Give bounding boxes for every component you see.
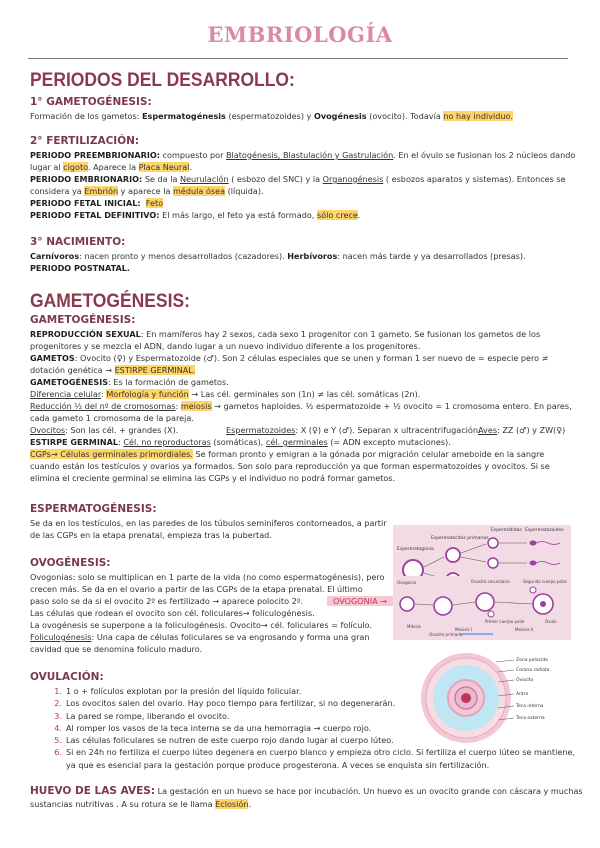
label-ovulo: Óvulo: [545, 619, 557, 624]
label-ovogonia: Ovogonia: [397, 580, 417, 585]
ovulacion-item: 1. 1 o + folículos explotan por la presión del líquido folicular.: [54, 686, 302, 696]
gametos-line-2: dotación genética → ESTIRPE GERMINAL.: [30, 365, 196, 375]
huevo-line-2: sustancias nutritivas . A su rotura se le llama Eclosión.: [30, 799, 252, 809]
ovogenesis-heading: OVOGÉNESIS:: [30, 557, 111, 569]
gametos-line-1: GAMETOS: Ovocito (♀) y Espermatozoide (♂). Son 2 células especiales que se unen y forman 1 ser nuevo de = especie pero ≠: [30, 353, 549, 363]
ovulacion-item: 2. Los ovocitos salen del ovario. Hay poco tiempo para fertilizar, si no degenerarán.: [54, 698, 396, 709]
label-segundo-cuerpo-polar: Segundo cuerpo polar: [523, 579, 568, 584]
label-primer-cuerpo-polar: Primer cuerpo polar: [485, 619, 525, 624]
fertilizacion-heading: 2° FERTILIZACIÓN:: [30, 135, 140, 147]
ovogenesis-line-6: cavidad que se denomina folículo maduro.: [30, 644, 203, 654]
label-zona-pelucida: Zona pelúcida: [516, 658, 548, 663]
periodos-heading: PERIODOS DEL DESARROLLO:: [30, 70, 295, 91]
ovulacion-item-continuation: ya que es esencial para la gestación porque produce progesterona. A veces se enquista sin fertilización.: [66, 759, 490, 770]
gametogenesis-step-text: Formación de los gametos: Espermatogénesis (espermatozoides) y Ovogénesis (ovocito). Todavía no hay individuo.: [30, 111, 513, 121]
ovocito-primario-cell: [434, 597, 452, 615]
label-espermatidas: Espermátidas: [491, 528, 522, 533]
primer-cuerpo-polar-cell: [488, 611, 494, 617]
huevo-line-1: HUEVO DE LAS AVES: La gestación en un huevo se hace por incubación. Un huevo es un ovocito grande con cáscara y muchas: [30, 785, 583, 797]
label-espermatogonia: Espermatogonia: [397, 547, 434, 552]
ovulacion-item: 5. Las células foliculares se nutren de este cuerpo rojo dando lugar al cuerpo lúteo.: [54, 735, 394, 746]
label-espermatozoides: Espermatozoides: [525, 528, 564, 533]
cgp-line-1: CGPs→ Células germinales primordiales. Se forman pronto y emigran a la gónada por migración celular ameboide en la sangre: [30, 449, 545, 459]
cgp-line-2: cuando están los testículos y ovarios ya formados. Son solo para reproducción ya que forman espermatozoides y ovocitos. Si se: [30, 461, 550, 471]
ovogenesis-line-3: paso solo se da si el ovocito 2º es fertilizado → aparece polocito 2º.: [30, 596, 304, 606]
fetal-definitivo-line: PERIODO FETAL DEFINITIVO: El más largo, el feto ya está formado, sólo crece.: [30, 210, 361, 220]
espermatida-cell: [488, 558, 498, 568]
nacimiento-heading: 3° NACIMIENTO:: [30, 236, 126, 248]
label-corona-radiata: Corona radiata: [516, 668, 550, 673]
embrionario-line-1: PERIODO EMBRIONARIO: Se da la Neurulación ( esbozo del SNC) y la Organogénesis ( esbozos aparatos y sistemas). Entonces se: [30, 174, 566, 184]
label-teca-interna: Teca interna: [516, 704, 544, 709]
ovulacion-item: 6. Si en 24h no fertiliza el cuerpo lúteo degenera en cuerpo blanco y empieza otro ciclo. Si fertiliza el cuerpo lúteo se mantiene,: [54, 747, 576, 758]
ovogenesis-diagram: [393, 576, 571, 640]
gametogenesis-def-line: GAMETOGÉNESIS: Es la formación de gametos.: [30, 377, 229, 387]
ovocitos-line: Ovocitos: Son las cél. + grandes (X).: [30, 425, 179, 435]
gametogenesis-heading: GAMETOGÉNESIS:: [30, 291, 190, 312]
foliculogenesis-line: Foliculogénesis: Una capa de células foliculares se va engrosando y forma una gran: [30, 632, 370, 642]
cgp-line-3: elimina el creciente germinal se elimina las CGPs y el individuo no podrá formar gametos.: [30, 473, 396, 483]
preembrionario-line-2: lugar al cigoto. Aparece la Placa Neural.: [30, 162, 193, 172]
ovocito-secundario-cell: [476, 593, 494, 611]
label-antro: Antro: [516, 692, 529, 697]
nacimiento-text: Carnívoros: nacen pronto y menos desarrollados (cazadores). Herbívoros: nacen más tarde y ya desarrollados (presas).: [30, 251, 526, 261]
segundo-cuerpo-polar-cell: [530, 587, 536, 593]
ovulacion-list: [48, 685, 575, 771]
aves-line: Aves: ZZ (♂) y ZW(♀): [478, 425, 566, 435]
label-mitosis: Mitosis: [407, 624, 421, 629]
ovogonia-cell: [400, 597, 414, 611]
label-ovocito: Ovocito: [516, 678, 534, 683]
ovogonia-label: OVOGONIA →: [327, 596, 393, 608]
label-teca-externa: Teca externa: [516, 716, 545, 721]
label-meiosis-i: Meiosis I: [455, 627, 473, 632]
label-espermatocitos-primarios: Espermatocitos primarios: [431, 536, 489, 541]
reduccion-line-1: Reducción ½ del nº de cromosomas: meiosis → gametos haploides. ½ espermatozoide + ½ ovocito = 1 cromosoma entero. En pares,: [30, 401, 572, 411]
postnatal-line: PERIODO POSTNATAL.: [30, 263, 130, 273]
ovulacion-item: 4. Al romper los vasos de la teca interna se da una hemorragia → cuerpo rojo.: [54, 722, 372, 733]
label-ovocito-primario: Ovocito primario: [429, 632, 463, 637]
espermatida-cell: [488, 538, 498, 548]
espermatogenesis-line-2: de las CGPs en la etapa prenatal, empieza tras la pubertad.: [30, 530, 272, 540]
ovulacion-item: 3. La pared se rompe, liberando el ovocito.: [54, 710, 230, 721]
gametogenesis-subheading: GAMETOGÉNESIS:: [30, 314, 136, 326]
espermatogenesis-line-1: Se da en los testículos, en las paredes de los túbulos seminíferos contorneados, a partir: [30, 518, 387, 528]
reproduccion-line-1: REPRODUCCIÓN SEXUAL: En mamíferos hay 2 sexos, cada sexo 1 progenitor con 1 gameto. Se fusionan los gametos de los: [30, 329, 541, 339]
reduccion-line-2: cada gameto 1 cromosoma de la pareja.: [30, 413, 194, 423]
embrionario-line-2: considera ya Embrión y aparece la médula ósea (líquida).: [30, 186, 264, 196]
preembrionario-line-1: PERIODO PREEMBRIONARIO: compuesto por Blatogénesis, Blastulación y Gastrulación. En el óvulo se fusionan los 2 núcleos dando: [30, 150, 576, 160]
ovogenesis-line-5: La ovogénesis se superpone a la foliculogénesis. Ovocito→ cél. foliculares = folículo.: [30, 620, 372, 630]
ovulacion-heading: OVULACIÓN:: [30, 671, 104, 683]
reproduccion-line-2: progenitores y se mezcla el ADN, dando lugar a un nuevo individuo diferente a los progenitores.: [30, 341, 421, 351]
ovogenesis-line-2: crecen más. Se da en el ovario a partir de las CGPs de la etapa prenatal. El último: [30, 584, 363, 594]
diferencia-line: Diferencia celular: Morfología y función → Las cél. germinales son (1n) ≠ las cél. somáticas (2n).: [30, 389, 421, 399]
label-meiosis-ii: Meiosis II: [515, 627, 534, 632]
espermatozoides-line: Espermatozoides: X (♀) e Y (♂). Separan x ultracentrifugación.: [226, 425, 481, 435]
ovulo-nucleus: [540, 601, 546, 607]
estirpe-line: ESTIRPE GERMINAL: Cél. no reproductoras (somáticas), cél. germinales (= ADN excepto mutaciones).: [30, 437, 451, 447]
espermatocito-cell: [446, 548, 460, 562]
ovogenesis-line-1: Ovogonias: solo se multiplican en 1 parte de la vida (no como espermatogénesis), pero: [30, 572, 385, 582]
page-title: EMBRIOLOGÍA: [207, 22, 393, 47]
gametogenesis-step-heading: 1° GAMETOGÉNESIS:: [30, 96, 152, 108]
ovogenesis-line-4: Las células que rodean el ovocito son cél. foliculares→ foliculogénesis.: [30, 608, 315, 618]
espermatogenesis-heading: ESPERMATOGÉNESIS:: [30, 503, 157, 515]
title-divider: [28, 58, 568, 59]
fetal-inicial-line: PERIODO FETAL INICIAL: Feto: [30, 198, 164, 208]
label-ovocito-secundario: Ovocito secundario: [471, 579, 510, 584]
